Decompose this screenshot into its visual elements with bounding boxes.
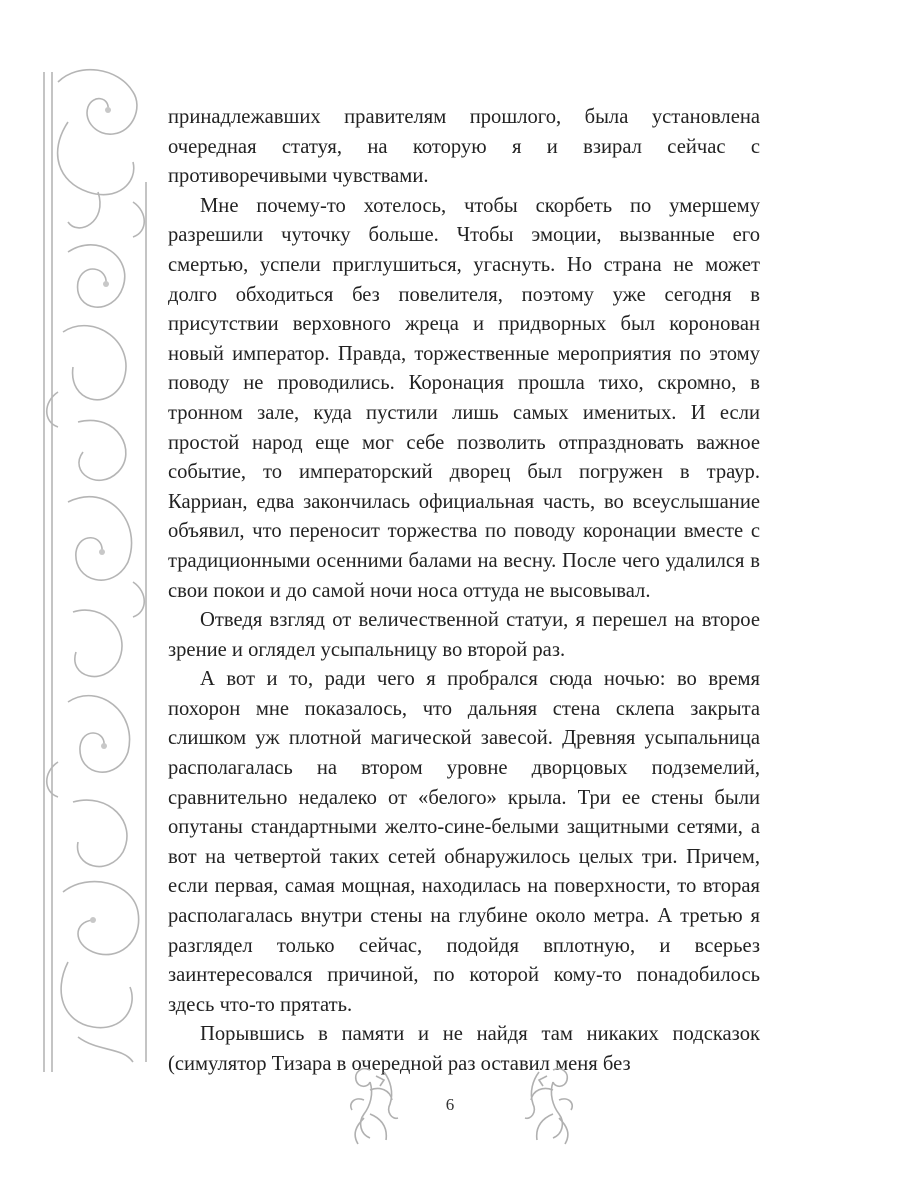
paragraph-1: принадлежавших правителям прошлого, была установлена очередная статуя, на которую я и взирал сейчас с противоречивыми чувствами.: [168, 106, 760, 188]
paragraph-2: Мне почему-то хотелось, чтобы скорбеть по умершему разрешили чуточку больше. Чтобы эмоции, вызванные его смертью, успели приглушиться, угаснуть. Но страна не может долго обходиться без повелителя, поэтому уже сегодня в присутствии верховного жреца и придворных был коронован новый император. Правда, торжественные мероприятия по этому поводу не проводились. Коронация прошла тихо, скромно, в тронном зале, куда пустили лишь самых именитых. И если простой народ еще мог себе позволить отпраздновать важное событие, то императорский дворец был погружен в траур. Карриан, едва закончилась официальная часть, во всеуслышание объявил, что переносит торжества по поводу коронации вместе с традиционными осенними балами на весну. После чего удалился в свои покои и до самой ночи носа оттуда не высовывал.: [168, 194, 760, 602]
main-text-column: [168, 103, 760, 1080]
decorative-border-ornament: [38, 62, 160, 1082]
paragraph-3: Отведя взгляд от величественной статуи, я перешел на второе зрение и оглядел усыпальницу во второй раз.: [168, 609, 760, 661]
page-footer: [0, 1060, 900, 1150]
paragraph-5: Порывшись в памяти и не найдя там никаких подсказок (симулятор Тизара в очередной раз оставил меня без: [168, 1023, 760, 1075]
lion-emblem-left-icon: [340, 1060, 410, 1148]
paragraph-4: А вот и то, ради чего я пробрался сюда ночью: во время похорон мне показалось, что дальняя стена склепа закрыта слишком уж плотной магической завесой. Древняя усыпальница располагалась на втором уровне дворцовых подземелий, сравнительно недалеко от «белого» крыла. Три ее стены были опутаны стандартными желто-сине-белыми защитными сетями, а вот на четвертой таких сетей обнаружилось целых три. Причем, если первая, самая мощная, находилась на поверхности, то вторая располагалась внутри стены на глубине около метра. А третью я разглядел только сейчас, подойдя вплотную, и всерьез заинтересовался причиной, по которой кому-то понадобилось здесь что-то прятать.: [168, 668, 760, 1016]
page-number: 6: [445, 1095, 455, 1114]
lion-emblem-right-icon: [513, 1060, 583, 1148]
